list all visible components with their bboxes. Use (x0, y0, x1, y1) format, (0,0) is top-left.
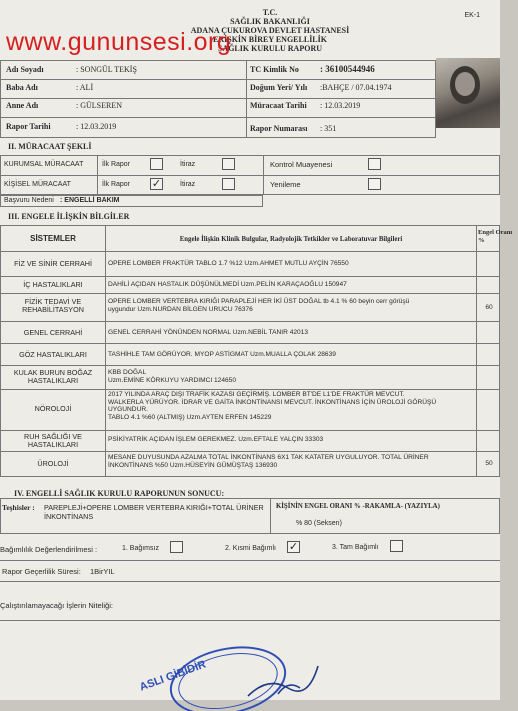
kismi-bagimli-checkbox[interactable]: ✓ (288, 541, 299, 553)
kurumsal-ilk-rapor-checkbox[interactable] (150, 158, 163, 170)
row-system-3: GENEL CERRAHİ (23, 328, 83, 337)
tam-bagimli-label: 3. Tam Bağımlı (332, 544, 379, 551)
name-label: Adı Soyadı (6, 65, 44, 74)
rate-value: % 80 (Seksen) (296, 520, 342, 527)
original-copy-stamp (128, 636, 328, 706)
row-rate-2: 60 (485, 304, 493, 311)
kontrol-checkbox[interactable] (368, 158, 381, 170)
itiraz-label-1: İtiraz (180, 161, 196, 168)
gecerlilik-label: Rapor Geçerlilik Süresi: (2, 567, 81, 576)
birth-value: :BAHÇE / 07.04.1974 (320, 83, 392, 92)
header-hospital: ADANA ÇUKUROVA DEVLET HASTANESİ (190, 26, 350, 35)
calistirilamayacagi-label: Çalıştırılamayacağı İşlerin Niteliği: (0, 601, 113, 610)
basvuru-value: : ENGELLİ BAKIM (60, 197, 120, 204)
col-systems-header: SİSTEMLER (30, 234, 76, 243)
applicant-photo (436, 58, 500, 128)
father-label: Baba Adı (6, 83, 38, 92)
report-no-label: Rapor Numarası (250, 124, 308, 133)
row-system-5: KULAK BURUN BOĞAZ HASTALIKLARI (13, 368, 93, 385)
col-findings-header: Engele İlişkin Klinik Bulgular, Radyolojik Tetkikler ve Laboratuvar Bilgileri (179, 236, 403, 243)
row-system-0: FİZ VE SİNİR CERRAHİ (14, 259, 92, 268)
tam-bagimli-checkbox[interactable] (390, 540, 403, 552)
bagimsiz-checkbox[interactable] (170, 541, 183, 553)
row-system-4: GÖZ HASTALIKLARI (19, 350, 87, 359)
mother-label: Anne Adı (6, 101, 39, 110)
row-text-2: OPERE LOMBER VERTEBRA KIRIĞI PARAPLEJİ HER İKİ ÜST DOĞAL tb 4.1 % 60 beyin cerr görüşü uygundur Uzm.NURDAN BİLGEN URUCU 76376 (108, 298, 410, 313)
birth-label: Doğum Yeri/ Yılı (250, 83, 308, 92)
row-system-2: FİZİK TEDAVİ VE REHABİLİTASYON (22, 297, 84, 314)
form-code: EK-1 (464, 12, 480, 19)
gecerlilik-value: 1BirYIL (90, 567, 115, 576)
row-text-7: PSİKİYATRİK AÇIDAN İŞLEM GEREKMEZ. Uzm.EFTALE YALÇIN 33303 (108, 436, 324, 443)
row-text-4: TASHİHLE TAM GÖRÜYOR. MYOP ASTİGMAT Uzm.MUALLA ÇOLAK 28639 (108, 351, 336, 358)
teshisler-value: PAREPLEJİ+OPERE LOMBER VERTEBRA KIRIĞI+TOTAL ÜRİNER İNKONTİNANS (44, 503, 264, 521)
kisisel-ilk-rapor-checkbox[interactable]: ✓ (151, 178, 162, 190)
row-text-6: 2017 YILINDA ARAÇ DIŞI TRAFİK KAZASI GEÇİRMİŞ. LOMBER BT'DE L1'DE FRAKTÜR MEVCUT. WALKERLA YÜRÜYOR. İDRAR VE GAİTA İNKONTİNANSI MEVCUT. İNKONTİNANS İÇİN ÜROLOJİ GÖRÜŞÜ UYGUNDUR. TABLO 4.1 %60 (ALTMIŞ) Uzm.AYTEN ERFEN 145229 (108, 391, 437, 421)
row-system-1: İÇ HASTALIKLARI (23, 280, 83, 289)
apply-date-label: Müracaat Tarihi (250, 101, 307, 110)
itiraz-label-2: İtiraz (180, 181, 196, 188)
kontrol-label: Kontrol Muayenesi (270, 160, 333, 169)
ilk-rapor-label-2: İlk Rapor (102, 181, 131, 188)
section3-title: III. ENGELE İLİŞKİN BİLGİLER (8, 212, 130, 221)
kisisel-label: KİŞİSEL MÜRACAAT (4, 181, 71, 188)
row-rate-8: 50 (485, 460, 493, 467)
report-date-label: Rapor Tarihi (6, 122, 51, 131)
ilk-rapor-label-1: İlk Rapor (102, 161, 131, 168)
tc-label: TC Kimlik No (250, 65, 299, 74)
yenileme-checkbox[interactable] (368, 178, 381, 190)
header-report-type: SAĞLIK KURULU RAPORU (217, 44, 322, 53)
kisisel-itiraz-checkbox[interactable] (222, 178, 235, 190)
mother-value: : GÜLSEREN (76, 101, 122, 110)
kismi-bagimli-label: 2. Kısmi Bağımlı (225, 545, 276, 552)
row-text-3: GENEL CERRAHİ YÖNÜNDEN NORMAL Uzm.NEBİL TANIR 42013 (108, 329, 309, 336)
name-value: : SONGÜL TEKİŞ (76, 65, 137, 74)
row-text-5: KBB DOĞAL Uzm.EMİNE KÖRKUYU YARDIMCI 124650 (108, 369, 237, 384)
teshisler-label: Teşhisler : (2, 503, 35, 512)
bagimlilik-label: Bağımlılık Değerlendirilmesi : (0, 545, 98, 554)
section4-title: IV. ENGELLİ SAĞLIK KURULU RAPORUNUN SONUCU: (14, 489, 225, 498)
basvuru-label: Başvuru Nedeni (4, 197, 54, 204)
watermark-text: www.gununsesi.org (6, 28, 232, 56)
row-system-7: RUH SAĞLIĞI VE HASTALIKLARI (24, 432, 82, 449)
header-ministry: SAĞLIK BAKANLIĞI (230, 17, 310, 26)
row-text-1: DAHİLİ AÇIDAN HASTALIK DÜŞÜNÜLMEDİ Uzm.PELİN KARAÇAOĞLU 150947 (108, 281, 347, 288)
row-system-6: NÖROLOJİ (34, 404, 72, 413)
row-text-8: MESANE DUYUSUNDA AZALMA TOTAL İNKONTİNANS 6X1 TAK KATATER UYGULUYOR. TOTAL ÜRİNER İNKONTİNANS %50 Uzm.HÜSEYİN GÜMÜŞTAŞ 136930 (108, 454, 429, 469)
father-value: : ALİ (76, 83, 94, 92)
report-no-value: : 351 (320, 124, 337, 133)
header-board: ERİŞKİN BİREY ENGELLİLİK (213, 35, 327, 44)
stamp-text: ASLI GİBİDİR (138, 658, 208, 694)
bagimsiz-label: 1. Bağımsız (122, 545, 159, 552)
row-text-0: OPERE LOMBER FRAKTÜR TABLO 1.7 %12 Uzm.AHMET MUTLU AYÇİN 76550 (108, 260, 349, 267)
yenileme-label: Yenileme (270, 180, 301, 189)
rate-header: KİŞİNİN ENGEL ORANI % -RAKAMLA- (YAZIYLA) (276, 503, 440, 510)
tc-value: : 36100544946 (320, 64, 375, 74)
apply-date-value: : 12.03.2019 (320, 101, 361, 110)
row-system-8: ÜROLOJİ (37, 459, 69, 468)
col-rate-header: Engel Oranı % (478, 229, 513, 244)
kurumsal-label: KURUMSAL MÜRACAAT (4, 161, 84, 168)
section2-title: II. MÜRACAAT ŞEKLİ (8, 142, 92, 151)
report-date-value: : 12.03.2019 (76, 122, 117, 131)
header-tc: T.C. (262, 8, 278, 17)
kurumsal-itiraz-checkbox[interactable] (222, 158, 235, 170)
